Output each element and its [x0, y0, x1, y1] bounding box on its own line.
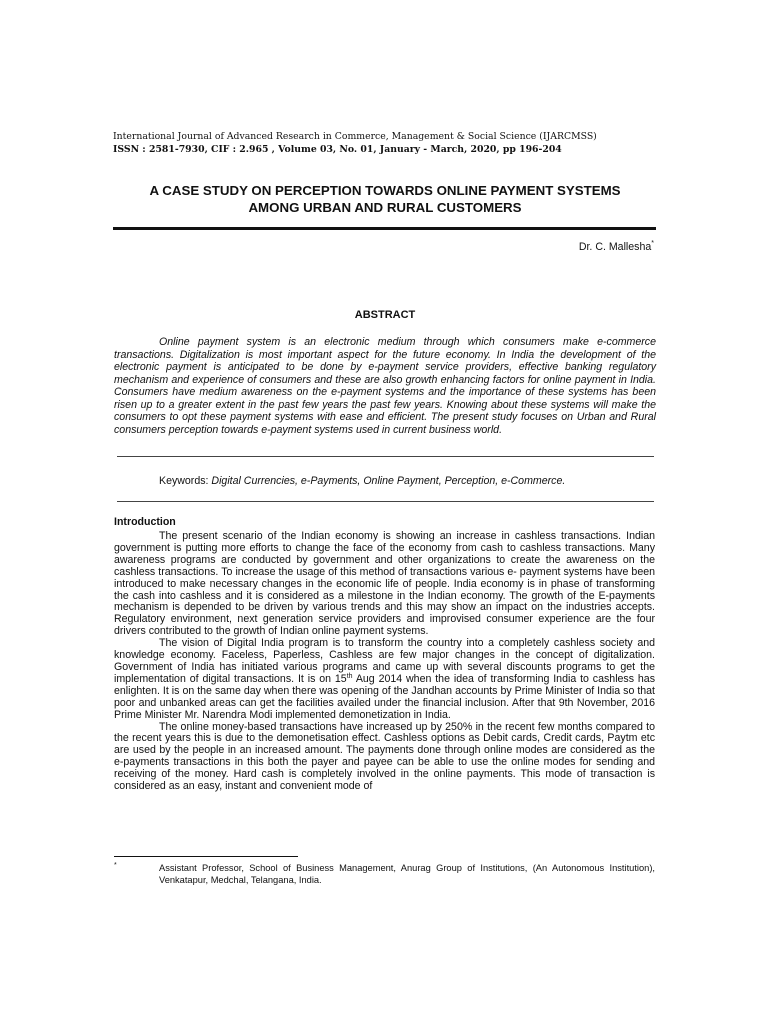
journal-name: International Journal of Advanced Research in Commerce, Management & Social Science (IJARCMSS) [113, 131, 597, 142]
author-footnote-marker: * [651, 240, 654, 247]
introduction-heading: Introduction [114, 516, 176, 528]
footnote-text: Assistant Professor, School of Business Management, Anurag Group of Institutions, (An Autonomous Institution), Venkatapur, Medchal, Telangana, India. [159, 863, 655, 885]
footnote-separator [114, 856, 298, 857]
introduction-paragraph-2 [114, 638, 655, 721]
introduction-body [114, 531, 655, 793]
paragraph-2-text-a: The vision of Digital India program is to transform the country into a completely cashless society and knowledge economy. Faceless, Paperless, Cashless are few major changes in the concept of digitalization. Government of India has initiated various programs and came up with several discounts programs to get the implementation of digital transactions. It is on 15 [114, 637, 655, 685]
paper-title [100, 182, 670, 216]
keywords-bottom-rule [117, 501, 654, 502]
keywords-top-rule [117, 456, 654, 457]
author-byline [579, 240, 654, 253]
author-name: Dr. C. Mallesha [578, 241, 652, 253]
abstract-heading: ABSTRACT [354, 309, 416, 321]
paper-title-line-2: AMONG URBAN AND RURAL CUSTOMERS [248, 200, 522, 215]
introduction-paragraph-3: The online money-based transactions have increased up by 250% in the recent few months compared to the recent years this is due to the demonetisation effect. Cashless options as Debit cards, Credit cards, Paytm etc are used by the people in an increased amount. The payments done through online modes are considered as the e-payments transactions in this both the payer and payee can be able to use the online modes for sending and receiving of the money. Hard cash is completely involved in the online payments. This mode of transaction is considered as an easy, instant and convenient mode of [114, 720, 655, 793]
abstract-text: Online payment system is an electronic medium through which consumers make e-commerce transactions. Digitalization is most important aspect for the future economy. In India the development of the electronic payment is anticipated to be done by e-payment service providers, effective banking regulatory mechanism and experience of consumers and these are also growth enhancing factors for online payment in India. Consumers have medium awareness on the e-payment systems and the importance of these systems has been risen up to a greater extent in the past few years the past few years. Knowing about these systems will make the consumers to opt these payment systems with ease and efficient. The present study focuses on Urban and Rural consumers perception towards e-payment systems used in current business world. [114, 336, 656, 436]
keywords-label: Keywords: [159, 475, 209, 487]
ordinal-superscript: th [346, 672, 353, 680]
introduction-paragraph-1: The present scenario of the Indian economy is showing an increase in cashless transactions. Indian government is putting more efforts to change the face of the economy from cash to cashless transactions. Many awareness programs are conducted by government and other organizations to create the awareness on the cashless transactions. To increase the usage of this method of transactions various e- payment systems have been introduced to make necessary changes in the economic life of people. India economy is in phase of transforming the cash into cashless and it is considered as a milestone in the Indian economy. The growth of the E-payments mechanism is depended to be driven by various trends and this may show an impact on the industries accepts. Regulatory environment, next generation service providers and improvised consumer experience are the four drivers contributed to the growth of Indian online payment systems. [114, 530, 655, 638]
paper-title-line-1: A CASE STUDY ON PERCEPTION TOWARDS ONLINE PAYMENT SYSTEMS [149, 183, 621, 198]
journal-header [113, 131, 673, 156]
footnote-marker: * [114, 862, 117, 869]
keywords-values: Digital Currencies, e-Payments, Online Payment, Perception, e-Commerce. [211, 475, 566, 487]
title-divider [113, 227, 656, 230]
keywords-line [159, 475, 679, 487]
paragraph-2-text-b: Aug 2014 when the idea of transforming India to cashless has enlighten. It is on the same day when there was opening of the Jandhan accounts by Prime Minister of India so that poor and unbanked areas can get the facilities availed under the financial inclusion. After that 9th November, 2016 Prime Minister Mr. Narendra Modi implemented demonetization in India. [114, 672, 655, 721]
journal-issn-line: ISSN : 2581-7930, CIF : 2.965 , Volume 03, No. 01, January - March, 2020, pp 196-204 [113, 143, 562, 155]
